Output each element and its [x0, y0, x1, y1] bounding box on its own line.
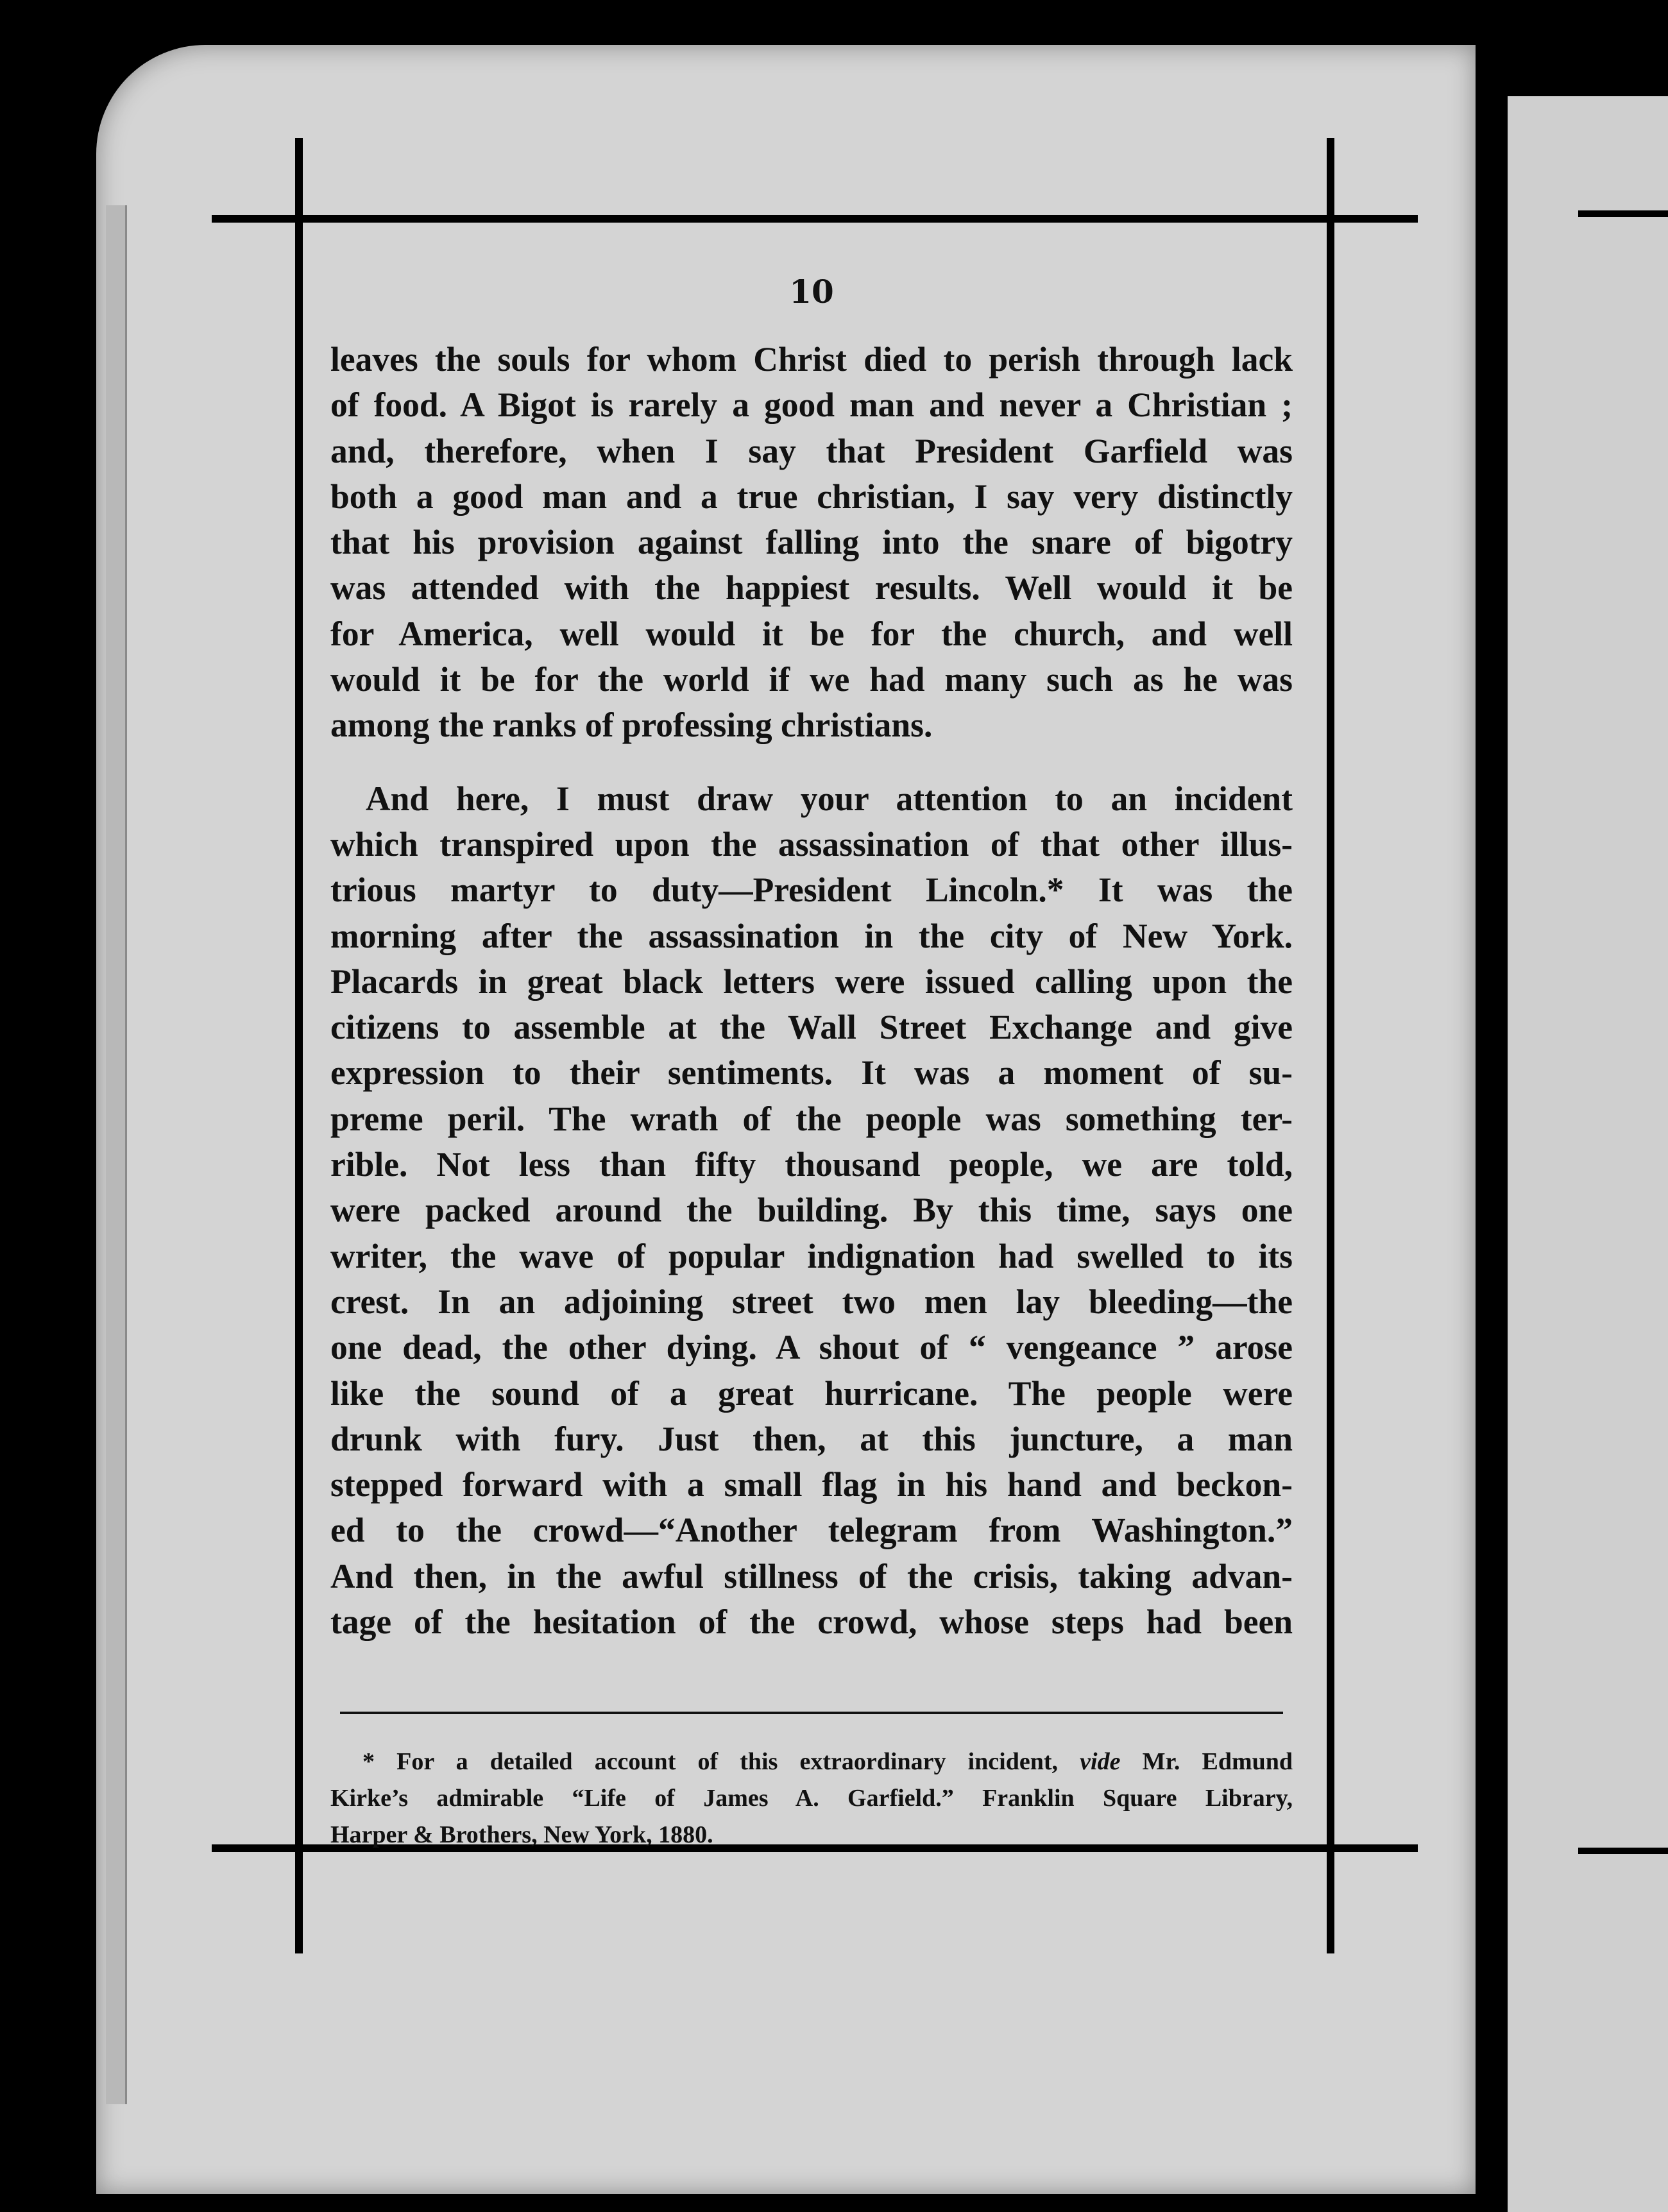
text-line: would it be for the world if we had many such as he was: [330, 660, 1293, 699]
adjacent-page-rule-top: [1578, 210, 1668, 217]
text-line: like the sound of a great hurricane. The people were: [330, 1374, 1293, 1413]
text-line: for America, well would it be for the church, and well: [330, 614, 1293, 653]
text-line: morning after the assassination in the city of New York.: [330, 916, 1293, 955]
text-line: And then, in the awful stillness of the crisis, taking advan-: [330, 1556, 1293, 1595]
text-line: leaves the souls for whom Christ died to perish through lack: [330, 340, 1293, 379]
border-rule-top: [212, 215, 1418, 223]
footnote-line: Harper & Brothers, New York, 1880.: [330, 1821, 713, 1848]
text-line: and, therefore, when I say that President Garfield was: [330, 431, 1293, 470]
footnote-divider: [340, 1712, 1283, 1714]
text-line: tage of the hesitation of the crowd, whose steps had been: [330, 1603, 1293, 1642]
text-line: among the ranks of professing christians.: [330, 706, 933, 745]
footnote-text: * For a detailed account of this extraordinary incident,: [362, 1748, 1059, 1775]
text-line: citizens to assemble at the Wall Street Exchange and give: [330, 1008, 1293, 1047]
text-line: writer, the wave of popular indignation had swelled to its: [330, 1236, 1293, 1275]
text-line: preme peril. The wrath of the people was something ter-: [330, 1099, 1293, 1138]
text-line: was attended with the happiest results. Well would it be: [330, 568, 1293, 608]
text-line: stepped forward with a small flag in his hand and beckon-: [330, 1465, 1293, 1504]
text-line: which transpired upon the assassination of that other illus-: [330, 824, 1293, 864]
border-rule-right: [1327, 138, 1334, 1953]
footnote-line: [330, 1744, 1293, 1780]
footnote-line: Kirke’s admirable “Life of James A. Garfield.” Franklin Square Library,: [330, 1785, 1293, 1812]
text-line: drunk with fury. Just then, at this juncture, a man: [330, 1419, 1293, 1458]
footnote-text: Mr. Edmund: [1142, 1748, 1293, 1775]
text-line: of food. A Bigot is rarely a good man and never a Christian ;: [330, 386, 1293, 425]
paragraph-gap: [330, 749, 1293, 776]
text-line: that his provision against falling into the snare of bigotry: [330, 523, 1293, 562]
paragraph-1: [330, 337, 1293, 749]
body-text: [330, 337, 1293, 1645]
text-line: And here, I must draw your attention to an incident: [366, 779, 1293, 818]
footnote-vide: vide: [1080, 1748, 1121, 1775]
text-line: trious martyr to duty—President Lincoln.* It was the: [330, 871, 1293, 910]
text-line: ed to the crowd—“Another telegram from Washington.”: [330, 1511, 1293, 1550]
adjacent-page: [1508, 96, 1668, 2212]
page-number: 10: [789, 273, 834, 311]
footnote: [330, 1744, 1293, 1853]
text-line: both a good man and a true christian, I say very distinctly: [330, 477, 1293, 516]
page-edge: [106, 205, 127, 2104]
text-line: one dead, the other dying. A shout of “ vengeance ” arose: [330, 1328, 1293, 1367]
text-line: rible. Not less than fifty thousand people, we are told,: [330, 1145, 1293, 1184]
text-line: crest. In an adjoining street two men lay bleeding—the: [330, 1282, 1293, 1321]
border-rule-left: [295, 138, 303, 1953]
adjacent-page-rule-bottom: [1578, 1848, 1668, 1854]
text-line: expression to their sentiments. It was a moment of su-: [330, 1053, 1293, 1093]
text-line: were packed around the building. By this time, says one: [330, 1191, 1293, 1230]
paragraph-2: [330, 776, 1293, 1646]
text-line: Placards in great black letters were issued calling upon the: [330, 962, 1293, 1001]
